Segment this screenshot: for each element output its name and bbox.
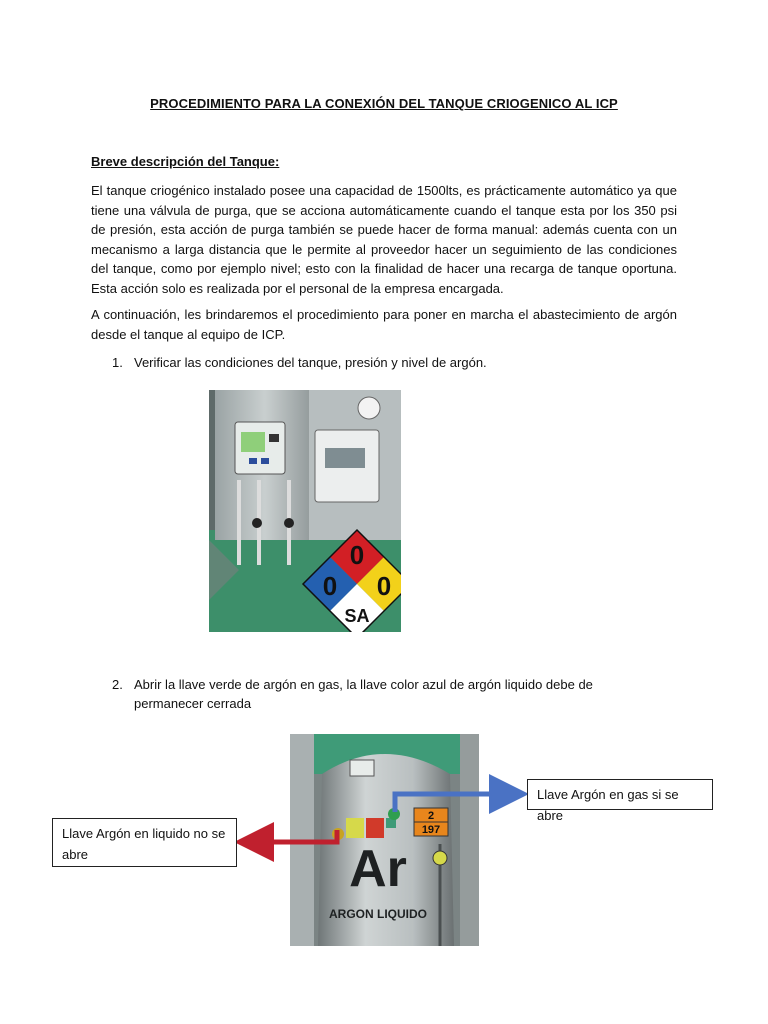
step-1 [112,353,487,372]
control-panel-illustration [209,390,401,632]
placard-hazard-class: 2 [427,810,435,822]
nfpa-special-label: SA [344,606,370,626]
step-number: 2. [112,677,123,692]
tank-symbol: Ar [349,840,407,898]
liquid-valve-callout: Llave Argón en liquido no se abre [52,818,237,867]
nfpa-flammability-value: 0 [349,540,365,570]
paragraph-procedure-intro: A continuación, les brindaremos el procedimiento para poner en marcha el abastecimiento de argón desde el tanque al equipo de ICP. [91,307,677,342]
paragraph-tank-description: El tanque criogénico instalado posee una capacidad de 1500lts, es prácticamente automático ya que tiene una válvula de purga, que se acciona automáticamente cuando el tanque esta por los 350 psi de presión, esta acción de purga también se puede hacer de forma manual: además cuenta con un mecanismo a larga distancia que le permite al proveedor hacer un seguimiento de las condiciones del tanque, como por ejemplo nivel; esto con la finalidad de hacer una recarga de tanque oportuna. Esta acción solo es realizada por el personal de la empresa encargada. [91,183,677,296]
nfpa-health-value: 0 [322,571,338,601]
step-text: Verificar las condiciones del tanque, presión y nivel de argón. [134,355,487,370]
tank-label: ARGON LIQUIDO [329,907,427,921]
gas-valve-callout: Llave Argón en gas si se abre [527,779,713,810]
tank-control-panel-photo [209,390,401,632]
step-number: 1. [112,355,123,370]
nfpa-reactivity-value: 0 [376,571,392,601]
section-heading: Breve descripción del Tanque: [91,154,280,169]
placard-un-number: 197 [421,824,441,836]
argon-tank-illustration [290,734,479,946]
step-2 [112,675,672,713]
step-text: Abrir la llave verde de argón en gas, la llave color azul de argón liquido debe de permanecer cerrada [134,677,593,711]
document-title: PROCEDIMIENTO PARA LA CONEXIÓN DEL TANQUE CRIOGENICO AL ICP [150,96,618,111]
argon-tank-photo [290,734,479,946]
